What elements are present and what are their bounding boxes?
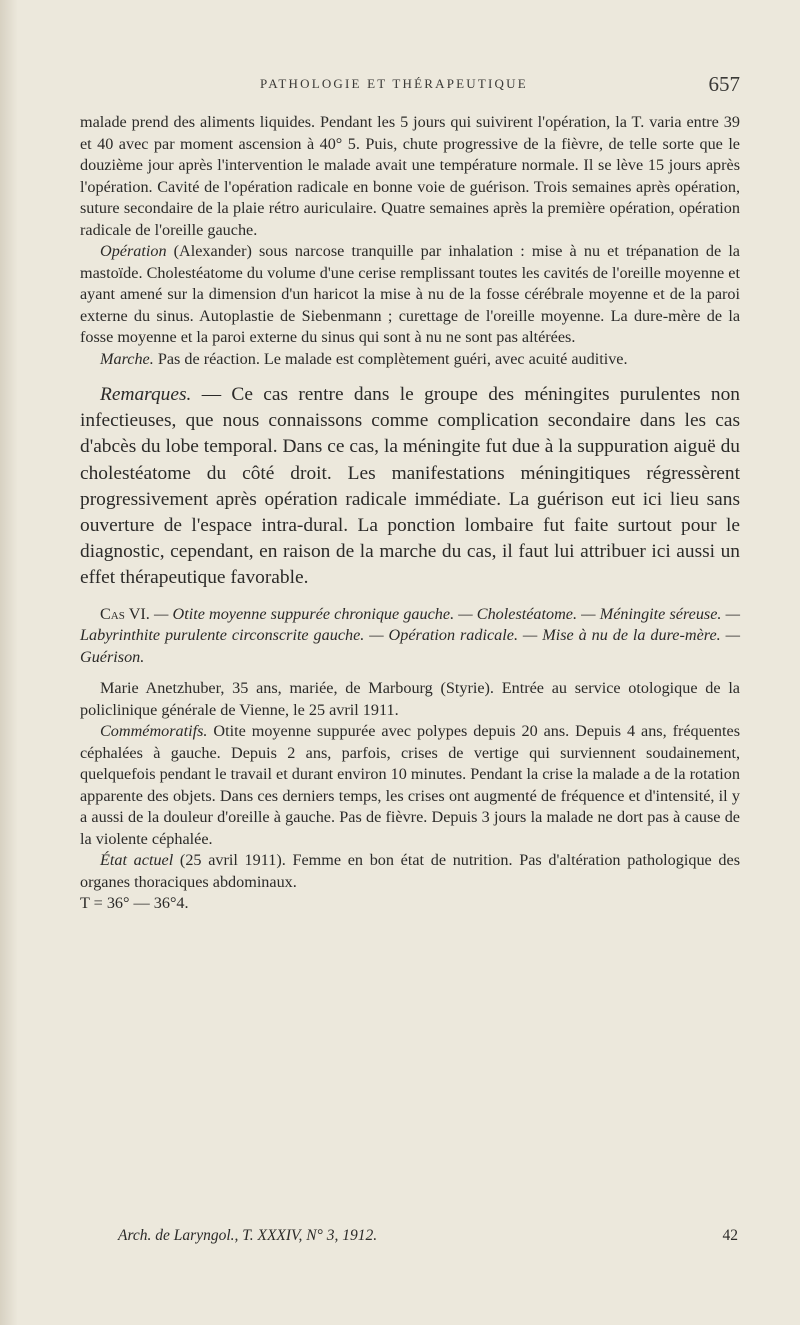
signature-mark: 42 — [722, 1227, 738, 1244]
paragraph-marche — [80, 349, 740, 371]
journal-citation: Arch. de Laryngol., T. XXXIV, N° 3, 1912. — [118, 1227, 378, 1244]
operation-text: (Alexander) sous narcose tranquille par inhalation : mise à nu et trépanation de la mastoïde. Cholestéatome du volume d'une cerise remplissant toutes les cavités de l'oreille moyenne et ayant amené sur la dimension d'un haricot la mise à nu de la fosse cérébrale moyenne et de la paroi externe du sinus. Autoplastie de Siebenmann ; curettage de l'oreille moyenne. La dure-mère de la fosse moyenne et la paroi externe du sinus qui sont à nu ne sont pas altérées. — [80, 242, 740, 346]
temperature-line: T = 36° — 36°4. — [80, 894, 189, 913]
etat-heading: État actuel — [100, 851, 174, 870]
paragraph-commemoratifs — [80, 721, 740, 850]
paragraph-operation — [80, 241, 740, 349]
case-diagnosis: — Otite moyenne suppurée chronique gauche. — Cholestéatome. — Méningite séreuse. — Labyrinthite purulente circonscrite gauche. — Opération radicale. — Mise à nu de la dure-mère. — Guérison. — [80, 604, 740, 666]
commemoratifs-heading: Commémoratifs. — [100, 722, 208, 741]
etat-text: (25 avril 1911). Femme en bon état de nutrition. Pas d'altération pathologique des organes thoraciques abdominaux. — [80, 851, 741, 891]
commemoratifs-text: Otite moyenne suppurée avec polypes depuis 20 ans. Depuis 4 ans, fréquentes céphalées à gauche. Depuis 2 ans, parfois, crises de vertige qui surviennent soudainement, quelquefois pendant le travail et durant environ 10 minutes. Pendant la crise la malade a de la rotation apparente des objets. Dans ces derniers temps, les crises ont augmenté de fréquence et d'intensité, il y a aussi de la douleur d'oreille à gauche. Pas de fièvre. Depuis 3 jours la malade ne dort pas à cause de la violente céphalée. — [80, 722, 740, 848]
page-number: 657 — [708, 72, 740, 96]
marche-text: Pas de réaction. Le malade est complètement guéri, avec acuité auditive. — [153, 349, 628, 368]
page-footer — [118, 1227, 738, 1253]
page-header — [80, 72, 740, 96]
running-head: PATHOLOGIE ET THÉRAPEUTIQUE — [260, 76, 528, 91]
paragraph-postop: malade prend des aliments liquides. Pendant les 5 jours qui suivirent l'opération, la T. varia entre 39 et 40 avec par moment ascension à 40° 5. Puis, chute progressive de la fièvre, de telle sorte que le douzième jour après l'intervention le malade avait une température normale. Il se lève 15 jours après l'opération. Cavité de l'opération radicale en bonne voie de guérison. Trois semaines après opération, suture secondaire de la plaie rétro auriculaire. Quatre semaines après la première opération, opération radicale de l'oreille gauche. — [80, 113, 740, 239]
case-number: Cas VI. — [100, 604, 150, 623]
remarques-heading: Remarques. — [100, 384, 192, 405]
paragraph-patient: Marie Anetzhuber, 35 ans, mariée, de Marbourg (Styrie). Entrée au service otologique de la policlinique générale de Vienne, le 25 avril 1911. — [80, 679, 740, 719]
paragraph-remarques — [80, 382, 740, 592]
page-edge-shadow — [0, 0, 18, 1325]
operation-heading: Opération — [100, 242, 167, 260]
paragraph-etat-actuel — [80, 850, 740, 893]
marche-heading: Marche. — [100, 349, 154, 368]
remarques-text: — Ce cas rentre dans le groupe des méningites purulentes non infectieuses, que nous connaissons comme complication secondaire dans les cas d'abcès du lobe temporal. Dans ce cas, la méningite fut due à la suppuration aiguë du cholestéatome du côté droit. Les manifestations méningitiques régressèrent progressivement après opération radicale immédiate. La guérison eut ici lieu sans ouverture de l'espace intra-dural. La ponction lombaire fut faite surtout pour le diagnostic, cependant, en raison de la marche du cas, il faut lui attribuer ici aussi un effet thérapeutique favorable. — [80, 384, 740, 589]
case-title — [80, 604, 740, 669]
body-text — [80, 112, 740, 915]
